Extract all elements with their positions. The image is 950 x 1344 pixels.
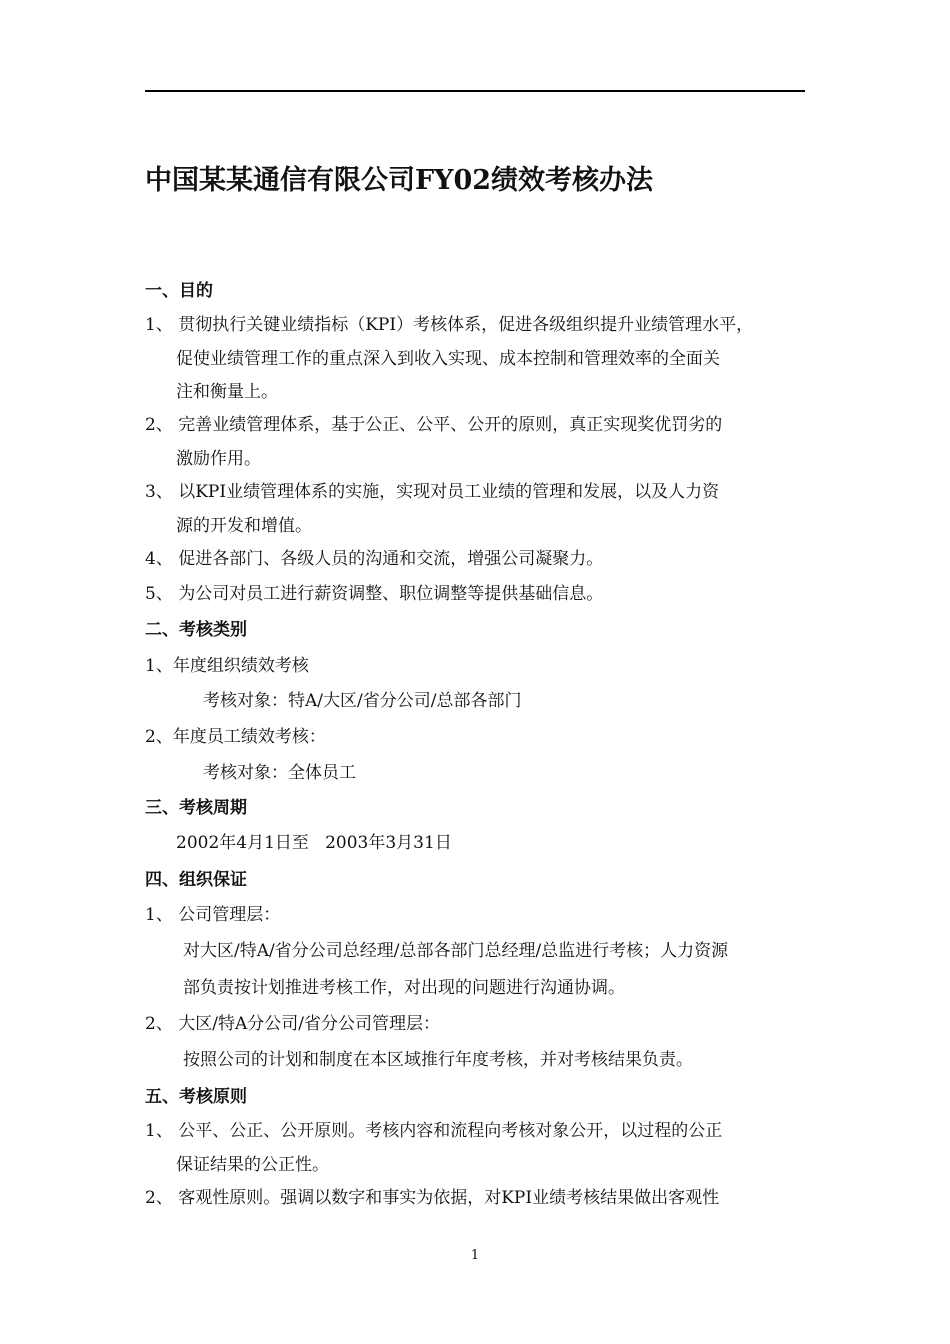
list-item-detail: 考核对象：全体员工 (203, 763, 356, 783)
list-item-continuation: 源的开发和增值。 (176, 516, 312, 536)
period-text: 2002年4月1日至 2003年3月31日 (176, 833, 452, 853)
list-item: 2、年度员工绩效考核： (145, 727, 326, 747)
page-number: 1 (470, 1248, 480, 1263)
list-item-continuation: 激励作用。 (176, 449, 261, 469)
section-heading-principles: 五、考核原则 (145, 1087, 247, 1107)
document-title: 中国某某通信有限公司FY02绩效考核办法 (145, 165, 654, 196)
list-item: 1、 公平、公正、公开原则。考核内容和流程向考核对象公开，以过程的公正 (145, 1121, 723, 1141)
list-item: 1、 公司管理层： (145, 905, 281, 925)
list-item-detail: 部负责按计划推进考核工作，对出现的问题进行沟通协调。 (183, 978, 625, 998)
list-item: 3、 以KPI业绩管理体系的实施，实现对员工业绩的管理和发展，以及人力资 (145, 482, 720, 502)
list-item-detail: 考核对象：特A/大区/省分公司/总部各部门 (203, 691, 522, 711)
header-rule (145, 90, 805, 92)
list-item: 5、 为公司对员工进行薪资调整、职位调整等提供基础信息。 (145, 584, 604, 604)
list-item-continuation: 促使业绩管理工作的重点深入到收入实现、成本控制和管理效率的全面关 (176, 349, 720, 369)
section-heading-period: 三、考核周期 (145, 798, 247, 818)
list-item-continuation: 注和衡量上。 (176, 382, 278, 402)
list-item-detail: 对大区/特A/省分公司总经理/总部各部门总经理/总监进行考核；人力资源 (183, 941, 729, 961)
list-item: 2、 大区/特A分公司/省分公司管理层： (145, 1014, 440, 1034)
list-item: 1、年度组织绩效考核 (145, 656, 309, 676)
list-item: 2、 完善业绩管理体系，基于公正、公平、公开的原则，真正实现奖优罚劣的 (145, 415, 723, 435)
list-item: 1、 贯彻执行关键业绩指标（KPI）考核体系，促进各级组织提升业绩管理水平， (145, 315, 754, 335)
list-item-continuation: 保证结果的公正性。 (176, 1155, 329, 1175)
section-heading-purpose: 一、目的 (145, 281, 213, 301)
list-item-detail: 按照公司的计划和制度在本区域推行年度考核，并对考核结果负责。 (183, 1050, 693, 1070)
list-item: 4、 促进各部门、各级人员的沟通和交流，增强公司凝聚力。 (145, 549, 604, 569)
section-heading-categories: 二、考核类别 (145, 620, 247, 640)
list-item: 2、 客观性原则。强调以数字和事实为依据，对KPI业绩考核结果做出客观性 (145, 1188, 720, 1208)
section-heading-organization: 四、组织保证 (145, 870, 247, 890)
